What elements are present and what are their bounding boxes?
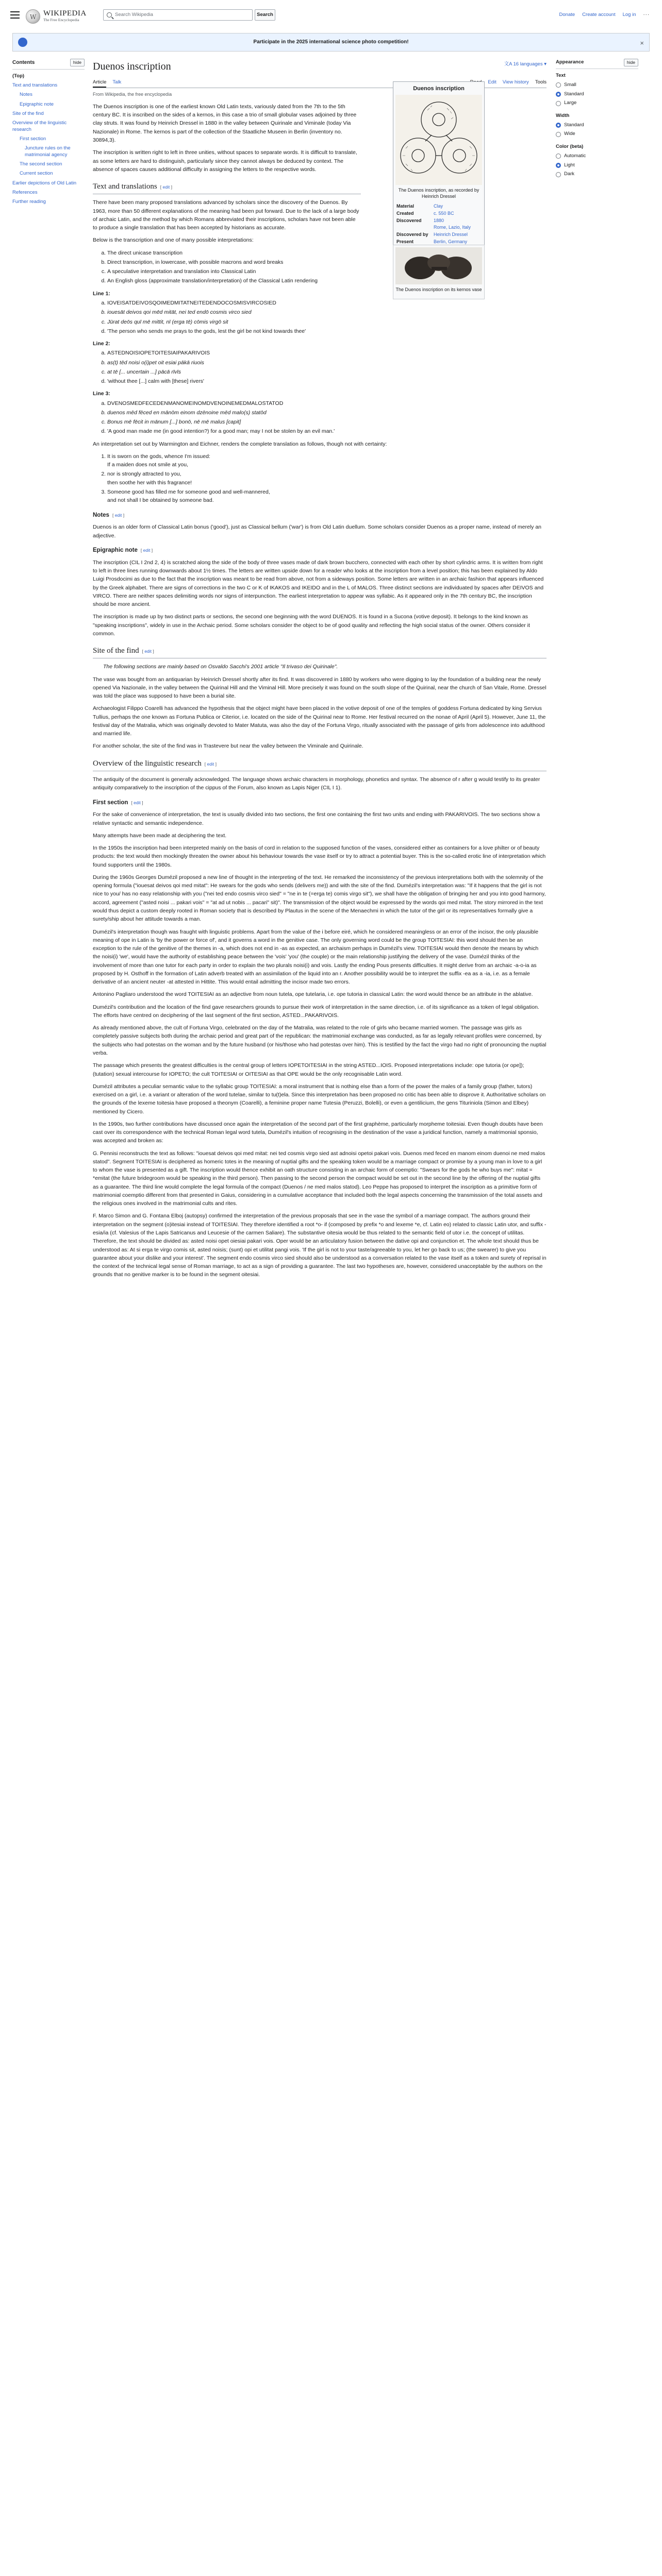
radio-icon[interactable] — [556, 163, 561, 168]
list-item: a. DVENOSMEDFECEDENMANOMEINOMDVENOINEMEDMALOSTATOD — [107, 399, 547, 408]
more-options-icon[interactable]: ··· — [643, 12, 650, 18]
radio-icon[interactable] — [556, 132, 561, 137]
edit-section-link[interactable]: [ edit ] — [142, 649, 154, 654]
paragraph: The vase was bought from an antiquarian by Heinrich Dressel shortly after its find. It was discovered in 1880 by workers who were digging to lay the foundation of a building near the newly opened Via Nazionale, in the valley between the Quirinal Hill and the Viminal Hill. More precisely it was found on the south slope of the Quirinal, near the church of San Vitale, Rome. Dressel was told the place was supposed to have been a burial site. — [93, 676, 547, 700]
kernos-photo-image[interactable] — [395, 247, 482, 284]
color-option[interactable] — [556, 152, 638, 160]
toc-item[interactable]: Overview of the linguistic research — [12, 120, 67, 132]
line-label: Line 1: — [93, 290, 110, 297]
line-label: Line 2: — [93, 341, 110, 347]
list-item: a. The direct unicase transcription — [107, 249, 361, 257]
radio-icon[interactable] — [556, 101, 561, 106]
infobox-value[interactable]: c. 550 BC — [434, 211, 454, 216]
user-links — [559, 11, 650, 19]
alt-translation-list — [93, 452, 547, 505]
site-notice-banner — [12, 33, 650, 52]
interpretation-list — [93, 249, 361, 285]
toc-item[interactable]: Text and translations — [12, 82, 58, 88]
infobox-key: Material — [396, 204, 415, 209]
list-item: c. at tē [... uncertain ...] pācā rīvīs — [107, 368, 547, 376]
site-header — [0, 0, 662, 36]
list-item: 2. nor is strongly attracted to you, then soothe her with this fragrance! — [107, 470, 547, 487]
tab-tools[interactable]: Tools — [535, 79, 547, 85]
paragraph: F. Marco Simon and G. Fontana Elboj (autopsy) confirmed the interpretation of the previous proposals that see in the vase the symbol of a marriage compact. The authors ground their interpretation on the segment (o)itesiai instead of TOITESIAI. They therefore identified a root *o- if (composed by prefix *o and lexeme *e, cf. Latin eo) related to classic Latin utor, and suffix -esia/ia (cf. Valesius of the Lapis Satricanus and Leucesie of the carmen Saliare). The substantive oitesia would be thus related to the semantic field of utor i.e. the concept of utilitas. Therefore, the text should be divided as: asted noisi opet oiesiai pakari vois. Oper would be an articulatory fusion between the dative opi and conjunction et. The whole text should thus be understood as: At si erga te virgo comis sit, asted noisis; (sunt) opi et utilitat pangi vois. 'If the girl is not to your taste/agreeable to you, let her go back to us; (the swearer) to give you guarantee about your dislike and your interest'. The segment endo cosmis virco sied should also be understood as a conversation related to the vase itself as a token and surety of reprisal in the context of the technical legal sense of Roman marriage, to act as a sign of providing a guarantee. The last two hypotheses are, however, considered unacceptable by the authors on the grounds that no genitive marker is to be found in the segment oitesiai. — [93, 1213, 547, 1278]
paragraph: Dumézil's contribution and the location of the find gave researchers grounds to pursue their work of interpretation in the same direction, i.e. of its significance as a token of legal obligation. The efforts have centred on deciphering of the last segment of the first section, ASTED...PAKARIVOIS. — [93, 1004, 539, 1019]
paragraph: During the 1960s Georges Dumézil proposed a new line of thought in the interpreting of the text. He remarked the inconsistency of the previous interpretations both with the solemnity of the opening formula ("iouesat deivos qoi med mitat": He swears for the gods who sends (delivers me)) and with the site of the find. Dumézil's interpretation was: "If it happens that the girl is not nice to you/ has no easy relationship with you ("nei ted endo cosmis virco sied" = "ne in te (=erga te) comis virgo sit"), we shall have the obligation of bringing her and you into good harmony, accord, agreement ("asted noisi ... pakari vois" = "at ad ut nobis ... pacari" sit)". The transmission of the object would be expressed by the words qoi med mitat. The story mirrored in the text would thus depict a custom deeply rooted in Roman society that is described by Plautus in the scene of the Menaechmi in which the tutor of the girl or its representatives formally give a surety/ship about her attitude towards a man. — [93, 874, 546, 923]
tab-talk[interactable]: Talk — [112, 79, 122, 85]
infobox-value[interactable]: Heinrich Dressel — [434, 231, 468, 237]
line-2-list — [93, 349, 547, 385]
edit-section-link[interactable]: [ edit ] — [160, 184, 172, 190]
toc-item[interactable]: Epigraphic note — [20, 101, 54, 107]
infobox-row — [395, 231, 482, 238]
language-selector[interactable] — [504, 61, 547, 69]
paragraph: An interpretation set out by Warmington and Eichner, renders the complete translation as follows, though not with certainty: — [93, 440, 387, 447]
width-group — [556, 112, 638, 138]
intro-paragraph: The inscription is written right to left in three unities, without spaces to separate words. It is difficult to translate, as some letters are hard to distinguish, particularly since they cannot always be deduced by context. The absence of spaces causes additional difficulty in assigning the letters to the respective words. — [93, 149, 357, 173]
infobox-value[interactable]: Clay — [434, 204, 443, 209]
section-heading-site-of-find: Site of the find [ edit ] — [93, 645, 547, 658]
translate-icon: 文A — [504, 61, 514, 67]
infobox-key: Discovered — [396, 218, 422, 224]
vase-drawing-image[interactable] — [395, 95, 482, 185]
donate-link[interactable]: Donate — [559, 12, 575, 18]
width-option-label: Standard — [564, 122, 584, 128]
infobox-value[interactable]: 1880 Rome, Lazio, Italy — [434, 218, 471, 230]
section-heading-overview: Overview of the linguistic research [ edit ] — [93, 758, 547, 771]
paragraph: Archaeologist Filippo Coarelli has advanced the hypothesis that the object might have been placed in the votive deposit of one of the temples of goddess Fortuna dedicated by king Servius Tullius, perhaps the one known as Fortuna Publica or Citerior, i.e. located on the side of the Quirinal near to Rome. Her festival recurred on the nonae of April (April 5). However, June 11, the festival day of the Matralia, which was originally devoted to Mater Matuta, was also the day of the Fortuna Virgo, ritually associated with the passage of girls from adolescence into adulthood and married life. — [93, 705, 546, 737]
toc-item[interactable]: References — [12, 189, 38, 195]
width-label: Width — [556, 113, 570, 119]
tab-edit[interactable]: Edit — [488, 79, 496, 85]
list-item: c. Bonus mē fēcit in mānum [...] bonō, nē mē malus [capit] — [107, 418, 547, 426]
color-label: Color (beta) — [556, 144, 584, 150]
chevron-down-icon: ▾ — [542, 61, 547, 67]
search-icon — [107, 12, 112, 18]
photo-caption: The Duenos inscription on its kernos vase — [395, 287, 482, 292]
radio-icon[interactable] — [556, 154, 561, 159]
infobox-row — [395, 210, 482, 217]
color-option[interactable] — [556, 171, 638, 178]
list-item: d. 'without thee [...] calm with [these] rivers' — [107, 377, 547, 385]
text-size-option-label: Large — [564, 100, 577, 106]
list-item: b. Direct transcription, in lowercase, with possible macrons and word breaks — [107, 258, 361, 266]
list-item: c. A speculative interpretation and translation into Classical Latin — [107, 267, 361, 276]
list-item: d. 'A good man made me (in good intention?) for a good man; may I not be stolen by an evil man.' — [107, 427, 547, 435]
infobox-caption: The Duenos inscription, as recorded by Heinrich Dressel — [398, 187, 479, 199]
edit-section-link[interactable]: [ edit ] — [112, 512, 125, 518]
page-title: Duenos inscription — [93, 61, 171, 72]
from-wikipedia: From Wikipedia, the free encyclopedia — [93, 92, 172, 97]
edit-section-link[interactable]: [ edit ] — [131, 800, 143, 805]
paragraph: There have been many proposed translations advanced by scholars since the discovery of the Duenos. By 1963, more than 50 different explanations of the meaning had been put forward. Due to the lack of a large body of archaic Latin, and the method by which Romans abbreviated their inscriptions, scholars have not been able to produce a single translation that has been accepted by historians as accurate. — [93, 199, 359, 231]
toc-item[interactable]: Site of the find — [12, 110, 44, 116]
width-option[interactable] — [556, 122, 638, 129]
intro-paragraph: The Duenos inscription is one of the earliest known Old Latin texts, variously dated from the 7th to the 5th century BC. It is inscribed on the sides of a kernos, in this case a trio of small globular vases adjoined by three clay struts. It was found by Heinrich Dressel in 1880 in the valley between Quirinale and Viminale (today Via Nazionale) in Rome. The kernos is part of the collection of the Staatliche Museen in Berlin (inventory no. 30894,3). — [93, 103, 357, 143]
text-size-option[interactable] — [556, 99, 638, 107]
appearance-hide-button[interactable]: hide — [624, 59, 638, 66]
hatnote: The following sections are mainly based on Osvaldo Sacchi's 2001 article "Il trivaso dei Quirinale". — [103, 664, 338, 670]
color-option-label: Dark — [564, 171, 575, 177]
paragraph: The antiquity of the document is generally acknowledged. The language shows archaic characters in morphology, phonetics and syntax. The absence of r after g would testify to its greater antiquity comparatively to the inscription of the cippus of the Forum, also known as Lapis Niger (CIL I 1). — [93, 776, 540, 791]
toc-item[interactable]: The second section — [20, 161, 62, 167]
search-input[interactable] — [103, 9, 253, 21]
radio-icon[interactable] — [556, 123, 561, 128]
paragraph: For another scholar, the site of the find was in Trastevere but near the valley between the Viminale and Quirinale. — [93, 743, 363, 750]
list-item: b. as(t) tēd noisi o(i)pet oit esiai pākā riuois — [107, 359, 547, 367]
infobox-row — [395, 217, 482, 230]
paragraph: Many attempts have been made at deciphering the text. — [93, 832, 227, 839]
wikipedia-logo[interactable] — [26, 7, 88, 26]
search-button[interactable]: Search — [255, 9, 275, 21]
color-option[interactable] — [556, 162, 638, 170]
list-item: 1. It is sworn on the gods, whence I'm issued: If a maiden does not smile at you, — [107, 452, 547, 469]
photo-figure — [393, 245, 485, 299]
paragraph: The inscription (CIL I 2nd 2, 4) is scratched along the side of the body of three vases made of dark brown bucchero, connected with each other by short cylindric arms. It is written from right to left in three lines running downwards about 1½ times. The letters are written upside down for a reader who looks at the inscription from a level position; this has been explained by Aldo Luigi Prosdocimi as due to the fact that the inscription was meant to be read from above, not from a sideways position. Some letters are written in an archaic fashion that appears influenced by the Greek alphabet. There are signs of corrections in the two C or K of IKAKOS and IKEIDO and in the L of MALOS. Three distinct sections are individuated by spaces after DEIVOS and VIRCO. There are neither spaces delimiting words nor signs of interpunction. The earliest interpretation to appear was syllabic. As it appeared only in the 7th century BC, the inscription should be more ancient. — [93, 559, 544, 608]
list-item: b. iouesāt deivos qoi mēd mitāt, nei ted endō cosmis virco sied — [107, 308, 547, 316]
create-account-link[interactable]: Create account — [582, 12, 616, 18]
list-item: a. ASTEDNOISIOPETOITESIAIPAKARIVOIS — [107, 349, 547, 357]
section-heading-epigraphic-note: Epigraphic note [ edit ] — [93, 547, 153, 553]
appearance-panel — [556, 59, 638, 183]
infobox-key: Created — [396, 211, 414, 216]
toc-item[interactable]: First section — [20, 135, 46, 142]
text-size-label: Text — [556, 73, 566, 79]
text-size-option[interactable] — [556, 81, 638, 89]
section-heading-first-section: First section [ edit ] — [93, 799, 143, 806]
radio-icon[interactable] — [556, 82, 561, 88]
edit-section-link[interactable]: [ edit ] — [204, 761, 217, 767]
paragraph: Below is the transcription and one of many possible interpretations: — [93, 237, 254, 244]
list-item: b. duenos mēd fēced en mānōm einom dzēnoine mēd malo(s) statōd — [107, 409, 547, 417]
paragraph: Dumézil's interpretation though was fraught with linguistic problems. Apart from the value of the i before eiré, which he considered meaningless or an error of the incisor, the only plausible meaning of ope in Latin is 'by the power or force of', and it governs a word in the genitive case. The only governing word could be the group TOITESIAI: this word should then be an exception to the rule of the genitive of the themes in -a, which does not end in -as as expected, an archaism perhaps in Dumézil's view. TOITESIAI would then denote the means by which the noisi(i) 'we', would have the authority of establishing peace between the 'vois' 'you' (the couple) or the main relationship justifying the delivery of the vase. Dumézil thinks of the involvement of more than one tutor for each party in order to explain the two plurals noisi(i) and vois. Lastly the ending Pous presents difficulties. It might derive from an archaic -a-o-ia as proposed by H. Osthoff in the formation of Latin adverb treated with an assimilation of the liquid into an r. Another possibility would be to interpret the suffix -ea as a -ia, i.e. as a female derivative of an ancient neuter -at attested in Hittite. This would entail admitting the incisor made two errors. — [93, 928, 539, 986]
color-option-label: Automatic — [564, 152, 586, 159]
toc-item[interactable]: Notes — [20, 92, 32, 98]
infobox-key: Discovered by — [396, 231, 428, 237]
wordmark-title: WIKIPEDIA — [43, 9, 87, 18]
paragraph: As already mentioned above, the cult of Fortuna Virgo, celebrated on the day of the Matralia, was related to the role of girls who became married women. The passage was girls as completely passive subjects both during the archaic period and great part of the republican: the matrimonial exchange was conducted, as far as legally relevant profiles were concerned, by the subjects who had potestas on the woman and by the future husband (or his/those who had potestas over him). This is testified by the fact the virgo had no right of pronouncing the nuptial verba. — [93, 1025, 547, 1056]
text-size-option[interactable] — [556, 91, 638, 98]
log-in-link[interactable]: Log in — [622, 12, 636, 18]
width-option[interactable] — [556, 130, 638, 138]
appearance-title: Appearance — [556, 59, 584, 65]
globe-icon — [26, 9, 40, 24]
infobox-row — [395, 202, 482, 210]
paragraph: Antonino Pagliaro understood the word TOITESIAI as an adjective from noun tutela, ope tutelaria, i.e. ope tutoria in classical Latin: the word would thence be an attribute in the ablative. — [93, 991, 533, 998]
infobox-title: Duenos inscription — [413, 86, 465, 92]
infobox-value[interactable]: Berlin, Germany — [434, 239, 468, 244]
infobox-key: Present — [396, 239, 414, 244]
radio-icon[interactable] — [556, 172, 561, 177]
text-size-option-label: Small — [564, 81, 576, 88]
close-icon[interactable]: × — [640, 39, 644, 47]
paragraph: The inscription is made up by two distinct parts or sections, the second one beginning with the word DUENOS. It is found in a Sucona (votive deposit). It belongs to the kind known as "speaking inscriptions", widely in use in the Archaic period. Some scholars consider the object to be of good quality and reflecting the high social status of the owner. Others consider it common. — [93, 614, 530, 637]
paragraph: For the sake of convenience of interpretation, the text is usually divided into two sections, the first one containing the first two units and ending with PAKARIVOIS. The two sections show a relative syntactic and semantic independence. — [93, 811, 540, 826]
list-item: a. IOVEISATDEIVOSQOIMEDMITATNEITEDENDOCOSMISVIRCOSIED — [107, 299, 547, 307]
edit-section-link[interactable]: [ edit ] — [140, 547, 153, 553]
notice-icon — [18, 38, 27, 47]
width-option-label: Wide — [564, 131, 575, 137]
toc-item[interactable]: Further reading — [12, 199, 46, 205]
line-label: Line 3: — [93, 391, 110, 397]
paragraph: G. Pennisi reconstructs the text as follows: "iouesat deivos qoi med mitat: nei ted cosmis virgo sied ast adnoisi opetoi pakari vois. Duenos med feced en manom einom duenoi ne med malos statod". Segment TOITESIAI is deciphered as homeric totes in the meaning of nuptial gifts and the speaking token would be a marriage compact or promise by a young man in love to a girl to whom the vase is presented as a gift. The inscription would thence exhibit an oath structure consisting in an archaic form of coemptio: "Swears for the gods he who buys me": mitat = *emitat (the future bridegroom would be speaking in the third person). Then passing to the second person the compact would be set out in the second line by the offering of the nuptial gifts as a guarantee. The third line would complete the legal formula of the compact (Duenos / ne med malos statod). Leo Peppe has proposed to interpret the inscription as a primitive form of matrimonial coemptio different from that presented in Gaius, considering in a cumulative acceptance that included both the legal aspects concerning the transmission of the total assets and the religious ones involved in the matrimonial cults and rites. — [93, 1150, 545, 1207]
search-placeholder: Search Wikipedia — [115, 11, 153, 18]
section-heading-notes: Notes [ edit ] — [93, 512, 125, 518]
wordmark-tagline: The Free Encyclopedia — [43, 18, 79, 23]
toc-hide-button[interactable]: hide — [70, 59, 85, 66]
paragraph: The passage which presents the greatest difficulties is the central group of letters IOPETOITESIAI in the string ASTED...IOIS. Proposed interpretations include: ope tutoria (or ope]); (tutation) sexual intercourse for IOPETO; the cult TOITESIAI or OITESIAI as that OPE would be the only recognisable Latin word. — [93, 1062, 524, 1077]
list-item: d. 'The person who sends me prays to the gods, lest the girl be not kind towards thee' — [107, 327, 547, 335]
list-item: 3. Someone good has filled me for someone good and well-mannered, and not shall I be obtained by someone bad. — [107, 488, 547, 505]
toc-title: Contents — [12, 60, 35, 65]
paragraph: In the 1950s the inscription had been interpreted mainly on the basis of cord in relation to the supposed function of the vases, considered either as containers for a love philter or of beauty products: the text would then mockingly threaten the owner about his behaviour towards the vase itself or try to attract a potential buyer. This is the so-called erotic line of interpretation which found supporters until the 1980s. — [93, 845, 546, 868]
radio-icon[interactable] — [556, 92, 561, 97]
line-3-list — [93, 399, 547, 436]
paragraph: Dumézil attributes a peculiar semantic value to the syllabic group TOITESIAI: a moral instrument that is nothing else than a form of the power the males of a family group (father, tutors) exercised on a girl, i.e. a variant or alteration of the word tutelae, similar to tu(t)ela. Since this interpretation has been proposed no critic has been able to disprove it. Authoritative scholars on the grounds of the lexeme toitesia have proposed a theonym (Coarelli), a feminine proper name Tutesia (Peruzzi, Bolelli), or even a gentilicium, the gens Tituriniola (Simon and Elbey) mentioned by Cicero. — [93, 1083, 546, 1115]
color-option-label: Light — [564, 162, 575, 168]
section-heading-text-translations: Text and translations [ edit ] — [93, 181, 361, 194]
text-size-group — [556, 72, 638, 107]
color-group — [556, 143, 638, 178]
tab-view-history[interactable]: View history — [502, 79, 529, 85]
toc-item[interactable]: Earlier depictions of Old Latin — [12, 180, 77, 186]
list-item: c. Jūrat deōs quī mē mittit, nī (erga tē) cōmis virgō sit — [107, 318, 547, 326]
text-size-option-label: Standard — [564, 91, 584, 97]
infobox — [393, 81, 485, 261]
tab-article[interactable]: Article — [93, 78, 106, 88]
paragraph: Duenos is an older form of Classical Latin bonus ('good'), just as Classical bellum ('war') is from Old Latin duellum. Some scholars consider Duenos as a proper name, instead of merely an adjective. — [93, 524, 541, 539]
toc-item[interactable]: Juncture rules on the matrimonial agency — [25, 145, 71, 158]
language-count: 16 languages — [513, 61, 543, 67]
list-item: d. An English gloss (approximate translation/interpretation) of the Classical Latin rendering — [107, 277, 361, 285]
table-of-contents — [12, 59, 85, 207]
toc-item[interactable]: (Top) — [12, 73, 25, 79]
banner-text[interactable]: Participate in the 2025 international science photo competition! — [253, 39, 409, 45]
line-1-list — [93, 299, 547, 335]
main-menu-icon[interactable] — [10, 11, 20, 19]
paragraph: In the 1990s, two further contributions have discussed once again the interpretation of the second part of the first graphème, particularly morpheme toitesiai. Even though doubts have been cast over its correspondence with the technical Roman legal word tutela, Dumézil's intuition of recognising in the destination of the vase a juridical function, namely a matrimonial sponsio, was accepted and broken as: — [93, 1121, 543, 1144]
toc-item[interactable]: Current section — [20, 171, 53, 177]
